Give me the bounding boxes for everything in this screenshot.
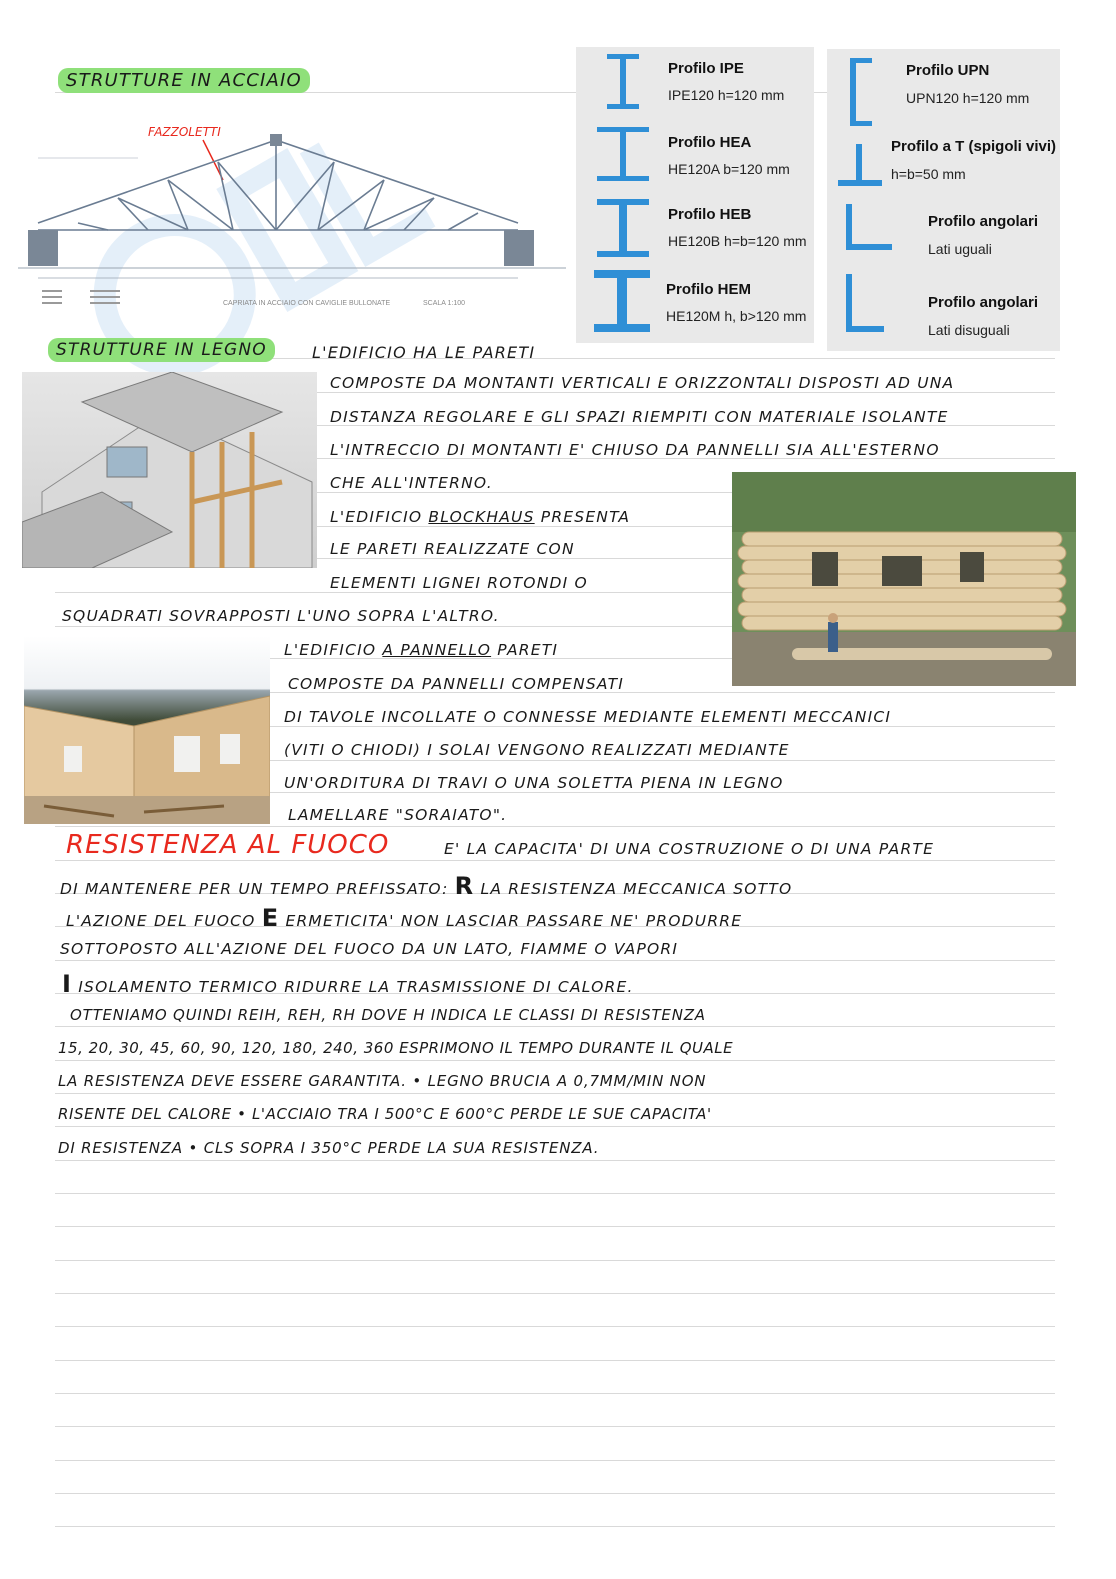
t-profile-sub: h=b=50 mm bbox=[891, 166, 966, 182]
line-7: LE PARETI REALIZZATE CON bbox=[330, 540, 575, 558]
line-14: UN'ORDITURA DI TRAVI O UNA SOLETTA PIENA IN LEGNO bbox=[284, 774, 784, 792]
upn-sub: UPN120 h=120 mm bbox=[906, 90, 1030, 106]
hem-profile-icon bbox=[592, 268, 654, 334]
heb-title: Profilo HEB bbox=[668, 206, 752, 223]
upn-title: Profilo UPN bbox=[906, 62, 990, 79]
ipe-title: Profilo IPE bbox=[668, 60, 744, 77]
hea-title: Profilo HEA bbox=[668, 134, 752, 151]
hem-sub: HE120M h, b>120 mm bbox=[666, 308, 807, 324]
line-5: CHE ALL'INTERNO. bbox=[330, 474, 493, 492]
angle-equal-sub: Lati uguali bbox=[928, 241, 992, 257]
timber-frame-house-image bbox=[22, 372, 317, 568]
angle-unequal-profile-icon bbox=[838, 272, 898, 338]
line-23: LA RESISTENZA DEVE ESSERE GARANTITA. • LEGNO BRUCIA A 0,7MM/MIN NON bbox=[58, 1072, 707, 1090]
line-15: LAMELLARE "SORAIATO". bbox=[288, 806, 508, 824]
line-13: (VITI O CHIODI) I SOLAI VENGONO REALIZZATI MEDIANTE bbox=[284, 741, 790, 759]
angle-equal-title: Profilo angolari bbox=[928, 213, 1039, 230]
blockhaus-log-house-image bbox=[732, 472, 1076, 686]
line-2: COMPOSTE DA MONTANTI VERTICALI E ORIZZONTALI DISPOSTI AD UNA bbox=[330, 374, 955, 392]
panel-house-construction-image bbox=[24, 636, 270, 824]
upn-profile-icon bbox=[842, 56, 892, 128]
heb-profile-icon bbox=[595, 197, 655, 261]
line-12: DI TAVOLE INCOLLATE O CONNESSE MEDIANTE ELEMENTI MECCANICI bbox=[284, 708, 892, 726]
line-17: DI MANTENERE PER UN TEMPO PREFISSATO: R LA RESISTENZA MECCANICA SOTTO bbox=[60, 872, 793, 900]
line-8: ELEMENTI LIGNEI ROTONDI O bbox=[330, 574, 588, 592]
truss-scale: SCALA 1:100 bbox=[423, 300, 466, 307]
line-11: COMPOSTE DA PANNELLI COMPENSATI bbox=[288, 675, 625, 693]
angle-equal-profile-icon bbox=[838, 202, 898, 256]
truss-caption: CAPRIATA IN ACCIAIO CON CAVIGLIE BULLONATE bbox=[223, 300, 391, 307]
line-10: L'EDIFICIO A PANNELLO PARETI bbox=[284, 641, 559, 659]
steel-heading: STRUTTURE IN ACCIAIO bbox=[58, 70, 310, 91]
hea-sub: HE120A b=120 mm bbox=[668, 161, 790, 177]
line-22: 15, 20, 30, 45, 60, 90, 120, 180, 240, 360 ESPRIMONO IL TEMPO DURANTE IL QUALE bbox=[58, 1039, 734, 1057]
line-18: L'AZIONE DEL FUOCO E ERMETICITA' NON LASCIAR PASSARE NE' PRODURRE bbox=[66, 904, 743, 932]
t-profile-icon bbox=[832, 138, 892, 194]
line-1: L'EDIFICIO HA LE PARETI bbox=[312, 343, 536, 362]
line-3: DISTANZA REGOLARE E GLI SPAZI RIEMPITI CON MATERIALE ISOLANTE bbox=[330, 408, 949, 426]
hem-title: Profilo HEM bbox=[666, 281, 751, 298]
t-profile-title: Profilo a T (spigoli vivi) bbox=[891, 138, 1057, 155]
heb-sub: HE120B h=b=120 mm bbox=[668, 233, 807, 249]
line-24: RISENTE DEL CALORE • L'ACCIAIO TRA I 500°C E 600°C PERDE LE SUE CAPACITA' bbox=[58, 1105, 712, 1123]
line-21: OTTENIAMO QUINDI REIΗ, REΗ, RΗ DOVE Η INDICA LE CLASSI DI RESISTENZA bbox=[70, 1006, 706, 1024]
wood-heading: STRUTTURE IN LEGNO bbox=[48, 340, 275, 360]
angle-unequal-title: Profilo angolari bbox=[928, 294, 1039, 311]
fire-resistance-title: RESISTENZA AL FUOCO bbox=[66, 830, 390, 860]
line-19: SOTTOPOSTO ALL'AZIONE DEL FUOCO DA UN LATO, FIAMME O VAPORI bbox=[60, 940, 679, 958]
ipe-profile-icon bbox=[595, 52, 655, 112]
line-9: SQUADRATI SOVRAPPOSTI L'UNO SOPRA L'ALTRO. bbox=[62, 607, 500, 625]
angle-unequal-sub: Lati disuguali bbox=[928, 322, 1010, 338]
line-25: DI RESISTENZA • CLS SOPRA I 350°C PERDE LA SUA RESISTENZA. bbox=[58, 1139, 600, 1157]
line-20: I ISOLAMENTO TERMICO RIDURRE LA TRASMISSIONE DI CALORE. bbox=[62, 970, 634, 998]
line-16: E' LA CAPACITA' DI UNA COSTRUZIONE O DI UNA PARTE bbox=[444, 840, 935, 858]
line-6: L'EDIFICIO BLOCKHAUS PRESENTA bbox=[330, 508, 631, 526]
hea-profile-icon bbox=[595, 125, 655, 185]
line-4: L'INTRECCIO DI MONTANTI E' CHIUSO DA PANNELLI SIA ALL'ESTERNO bbox=[330, 441, 940, 459]
steel-truss-drawing bbox=[18, 118, 566, 318]
ipe-sub: IPE120 h=120 mm bbox=[668, 87, 785, 103]
truss-label: FAZZOLETTI bbox=[148, 125, 221, 139]
